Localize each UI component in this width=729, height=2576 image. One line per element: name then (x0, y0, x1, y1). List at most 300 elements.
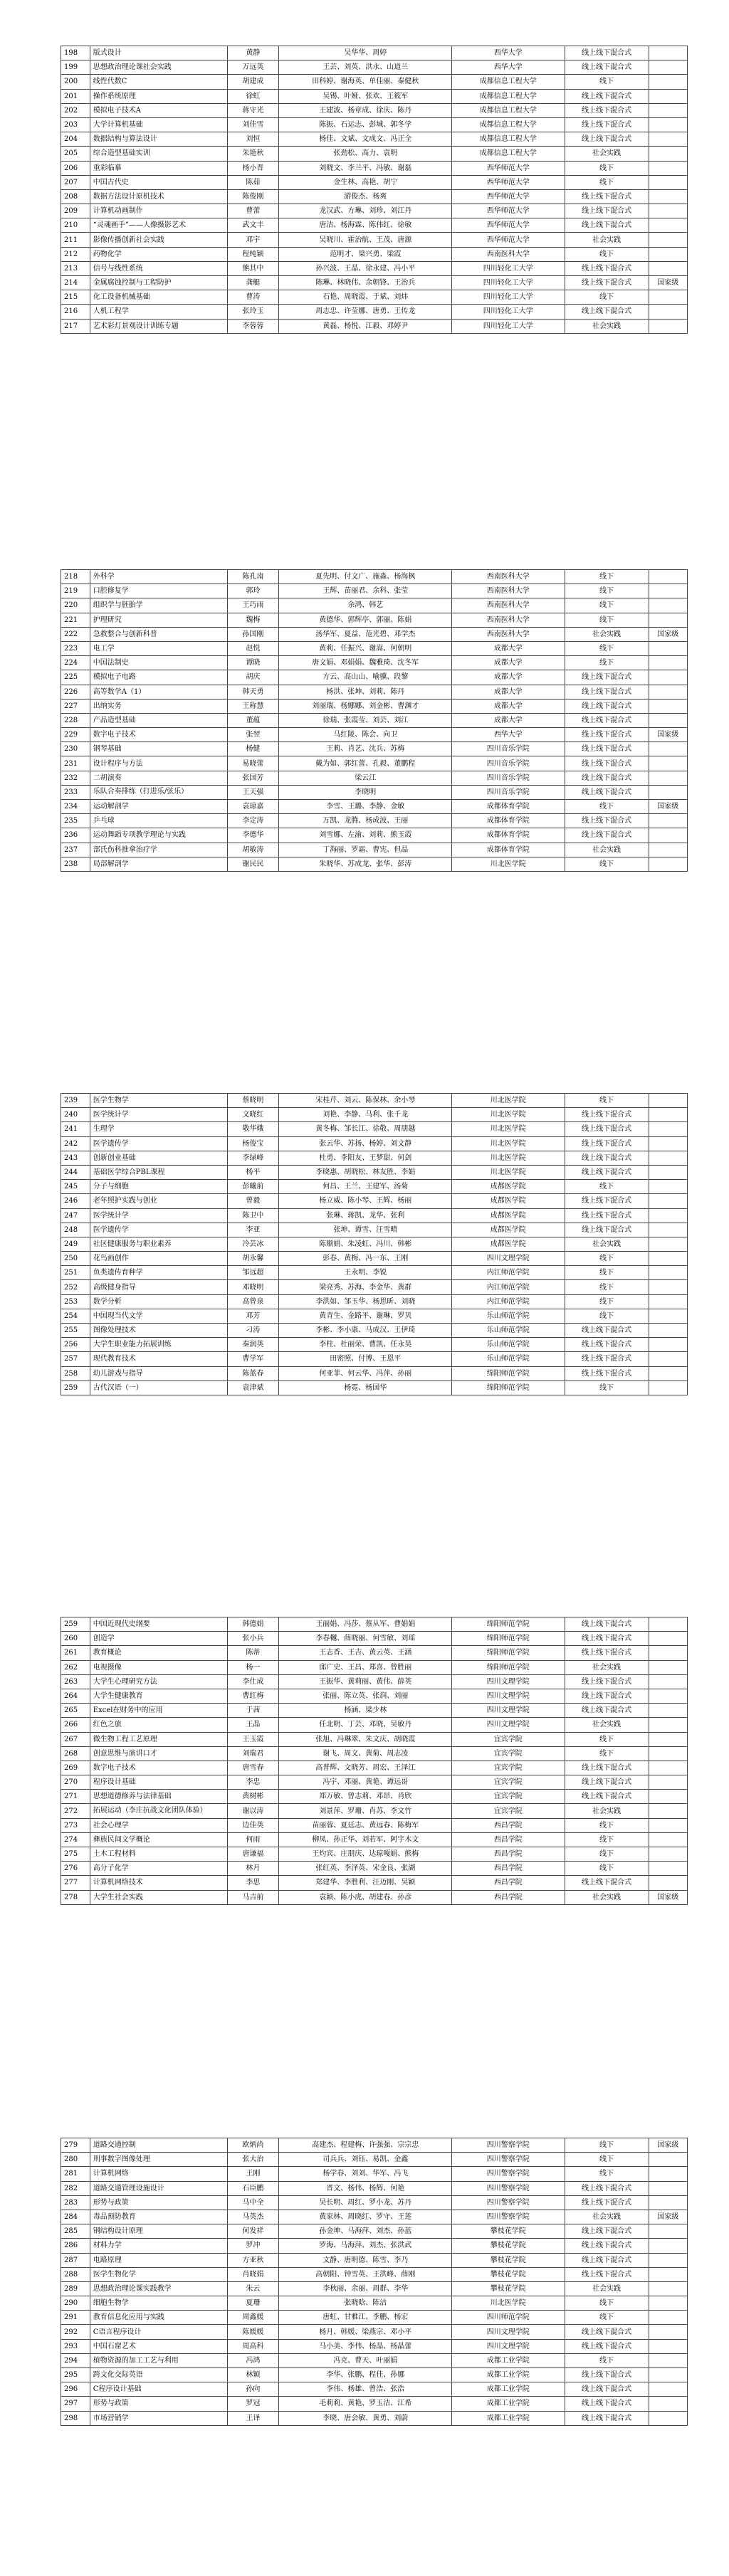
table-row (61, 584, 688, 598)
team-members: 龙汉武、方琳、刘珍、刘江丹 (279, 204, 452, 218)
course-name: 医学遗传学 (90, 1136, 227, 1151)
course-type: 线上线下混合式 (565, 1761, 649, 1775)
school-name: 宜宾学院 (451, 1732, 565, 1746)
row-number: 226 (61, 685, 90, 699)
course-leader: 胡庆 (227, 670, 279, 685)
team-members: 李雪、王璐、李静、金敏 (279, 800, 452, 814)
row-number: 277 (61, 1876, 90, 1890)
team-members: 苗丽蓉、夏廷志、黄远春、陈梅军 (279, 1818, 452, 1832)
table-row (61, 189, 688, 204)
row-number: 246 (61, 1194, 90, 1208)
course-level (649, 204, 687, 218)
course-type: 线上线下混合式 (565, 2339, 649, 2353)
course-type: 线上线下混合式 (565, 2195, 649, 2210)
course-type: 线上线下混合式 (565, 1324, 649, 1338)
course-leader: 陈茹 (227, 175, 279, 189)
table-row (61, 319, 688, 333)
row-number: 218 (61, 570, 90, 584)
team-members: 李华、张鹏、程佳、孙娜 (279, 2368, 452, 2382)
course-leader: 蒋守光 (227, 103, 279, 117)
table-row (61, 1876, 688, 1890)
course-type: 线上线下混合式 (565, 1704, 649, 1718)
course-level (649, 1876, 687, 1890)
team-members: 李晓、唐会敏、黄勇、刘蔚 (279, 2411, 452, 2425)
table-row (61, 1294, 688, 1309)
school-name: 川北医学院 (451, 1136, 565, 1151)
course-type: 社会实践 (565, 627, 649, 641)
course-level: 国家级 (649, 2210, 687, 2224)
course-level (649, 75, 687, 89)
course-type: 线上线下混合式 (565, 1632, 649, 1646)
course-leader: 董蕴 (227, 713, 279, 727)
table-row (61, 800, 688, 814)
row-number: 212 (61, 247, 90, 261)
table-row (61, 2267, 688, 2281)
course-type: 线上线下混合式 (565, 1223, 649, 1237)
school-name: 攀枝花学院 (451, 2239, 565, 2253)
table-row (61, 1761, 688, 1775)
row-number: 240 (61, 1108, 90, 1122)
course-name: 市场营销学 (90, 2411, 227, 2425)
school-name: 宜宾学院 (451, 1790, 565, 1804)
row-number: 219 (61, 584, 90, 598)
course-leader: 何雨 (227, 1832, 279, 1847)
row-number: 286 (61, 2239, 90, 2253)
course-leader: 边佳英 (227, 1818, 279, 1832)
course-type: 社会实践 (565, 1237, 649, 1251)
team-members: 徐瑞、张霞莹、刘芸、刘江 (279, 713, 452, 727)
row-number: 233 (61, 785, 90, 799)
course-type: 线上线下混合式 (565, 261, 649, 275)
course-level (649, 1094, 687, 1108)
course-leader: 曹红梅 (227, 1689, 279, 1703)
course-level (649, 247, 687, 261)
team-members: 石艳、周晓霞、于斌、刘炜 (279, 290, 452, 305)
course-name: 电视摄像 (90, 1660, 227, 1674)
course-type: 线下 (565, 656, 649, 670)
course-name: 拓展运动（李庄抗战文化团队体验） (90, 1804, 227, 1818)
course-name: 计算机网络 (90, 2167, 227, 2181)
school-name: 四川警察学院 (451, 2195, 565, 2210)
course-type: 线上线下混合式 (565, 2397, 649, 2411)
school-name: 绵阳师范学院 (451, 1381, 565, 1395)
course-type: 线上线下混合式 (565, 2253, 649, 2267)
course-leader: 敬华娥 (227, 1122, 279, 1136)
course-level (649, 1746, 687, 1761)
course-level (649, 699, 687, 713)
course-name: 中国现当代文学 (90, 1309, 227, 1323)
course-type: 线上线下混合式 (565, 742, 649, 756)
course-level (649, 2339, 687, 2353)
school-name: 西昌学院 (451, 1847, 565, 1862)
course-leader: 马中全 (227, 2195, 279, 2210)
table-row (61, 1704, 688, 1718)
course-leader: 唐雪春 (227, 1761, 279, 1775)
table-row (61, 89, 688, 103)
table-row (61, 117, 688, 132)
course-name: Excel在财务中的应用 (90, 1704, 227, 1718)
course-name: 形势与政策 (90, 2397, 227, 2411)
table-row (61, 1804, 688, 1818)
course-level (649, 1617, 687, 1632)
course-level (649, 1280, 687, 1294)
school-name: 西南医科大学 (451, 598, 565, 613)
course-type: 线上线下混合式 (565, 60, 649, 75)
team-members: 张丽、陈立英、张润、刘丽 (279, 1689, 452, 1703)
course-type: 线下 (565, 2296, 649, 2311)
school-name: 四川警察学院 (451, 2181, 565, 2195)
course-level (649, 147, 687, 161)
course-leader: 陈俊刚 (227, 189, 279, 204)
row-number: 224 (61, 656, 90, 670)
row-number: 274 (61, 1832, 90, 1847)
team-members: 刘丽瑞、杨娜娜、刘金彬、曹渊才 (279, 699, 452, 713)
course-name: 道路交通控制 (90, 2138, 227, 2153)
course-type: 线上线下混合式 (565, 1136, 649, 1151)
course-type: 线上线下混合式 (565, 699, 649, 713)
team-members: 李晓明 (279, 785, 452, 799)
course-leader: 石臣鹏 (227, 2181, 279, 2195)
course-name: 人机工程学 (90, 305, 227, 319)
team-members: 黄冬梅、邹长江、徐敬、周朋越 (279, 1122, 452, 1136)
team-members: 文静、唐明德、陈雪、李乃 (279, 2253, 452, 2267)
course-name: 教育概论 (90, 1646, 227, 1660)
school-name: 成都大学 (451, 713, 565, 727)
course-level (649, 641, 687, 655)
team-members: 李洪如、邹玉华、杨思昕、刘晓 (279, 1294, 452, 1309)
school-name: 西昌学院 (451, 1876, 565, 1890)
table-row (61, 656, 688, 670)
course-name: 急救整合与创新科普 (90, 627, 227, 641)
course-name: 数字电子技术 (90, 1761, 227, 1775)
table-row (61, 60, 688, 75)
course-level (649, 1151, 687, 1165)
table-row (61, 570, 688, 584)
team-members: 吴华华、周婷 (279, 46, 452, 60)
course-leader: 王晶 (227, 1718, 279, 1732)
course-type: 线上线下混合式 (565, 1108, 649, 1122)
team-members: 杨洪、张坤、刘莉、陈丹 (279, 685, 452, 699)
course-type: 线上线下混合式 (565, 1165, 649, 1179)
course-name: 思想政治理论课社会实践 (90, 60, 227, 75)
course-level (649, 1790, 687, 1804)
school-name: 四川轻化工大学 (451, 276, 565, 290)
team-members: 袁颖、陈小虎、胡建春、孙彦 (279, 1890, 452, 1904)
row-number: 260 (61, 1632, 90, 1646)
course-type: 线下 (565, 1832, 649, 1847)
team-members: 高建杰、程建梅、许强强、宗宗忠 (279, 2138, 452, 2153)
row-number: 285 (61, 2224, 90, 2239)
course-type: 线上线下混合式 (565, 2368, 649, 2382)
team-members: 王永明、李锐 (279, 1266, 452, 1280)
course-type: 线上线下混合式 (565, 2325, 649, 2339)
course-type: 线上线下混合式 (565, 670, 649, 685)
row-number: 268 (61, 1746, 90, 1761)
course-leader: 王巧雨 (227, 598, 279, 613)
course-level (649, 2224, 687, 2239)
course-name: 创造学 (90, 1632, 227, 1646)
school-name: 成都信息工程大学 (451, 89, 565, 103)
school-name: 四川文理学院 (451, 1674, 565, 1689)
row-number: 244 (61, 1165, 90, 1179)
course-name: 微生物工程工艺原理 (90, 1732, 227, 1746)
table-row (61, 1094, 688, 1108)
course-leader: 万远英 (227, 60, 279, 75)
course-leader: 刘恒 (227, 132, 279, 147)
course-name: 医学生物化学 (90, 2267, 227, 2281)
course-level (649, 584, 687, 598)
team-members: 丁海丽、罗霜、曹宪、但晶 (279, 843, 452, 857)
course-level: 国家级 (649, 276, 687, 290)
course-name: 细胞生物学 (90, 2296, 227, 2311)
school-name: 成都医学院 (451, 1194, 565, 1208)
course-name: 护理研究 (90, 613, 227, 627)
row-number: 257 (61, 1352, 90, 1366)
course-level (649, 132, 687, 147)
course-type: 线上线下混合式 (565, 756, 649, 771)
course-leader: 陈蓝春 (227, 1366, 279, 1381)
course-table (61, 569, 688, 872)
team-members: 杨学春、刘刘、华军、冯飞 (279, 2167, 452, 2181)
course-type: 线下 (565, 1266, 649, 1280)
row-number: 230 (61, 742, 90, 756)
course-level (649, 117, 687, 132)
row-number: 284 (61, 2210, 90, 2224)
team-members: 余鸿、韩艺 (279, 598, 452, 613)
course-level (649, 685, 687, 699)
course-level (649, 1674, 687, 1689)
team-members: 朱晓华、苏成龙、张华、彭涛 (279, 857, 452, 871)
row-number: 250 (61, 1252, 90, 1266)
course-name: 数学分析 (90, 1294, 227, 1309)
team-members: 张劲松、高力、袁明 (279, 147, 452, 161)
course-name: 中国石窟艺术 (90, 2339, 227, 2353)
course-level (649, 1252, 687, 1266)
course-type: 线上线下混合式 (565, 1122, 649, 1136)
school-name: 成都信息工程大学 (451, 103, 565, 117)
row-number: 283 (61, 2195, 90, 2210)
team-members: 陈顺娟、朱凌虹、冯川、韩彬 (279, 1237, 452, 1251)
school-name: 成都信息工程大学 (451, 117, 565, 132)
course-leader: 杨一 (227, 1660, 279, 1674)
table-row (61, 627, 688, 641)
team-members: 张红英、李泽英、宋金良、张湖 (279, 1862, 452, 1876)
course-leader: 杨俊宝 (227, 1136, 279, 1151)
row-number: 237 (61, 843, 90, 857)
row-number: 296 (61, 2382, 90, 2397)
school-name: 宜宾学院 (451, 1775, 565, 1790)
school-name: 四川警察学院 (451, 2138, 565, 2153)
table-row (61, 1646, 688, 1660)
school-name: 成都医学院 (451, 1223, 565, 1237)
school-name: 川北医学院 (451, 1122, 565, 1136)
school-name: 四川轻化工大学 (451, 261, 565, 275)
course-name: 局部解剖学 (90, 857, 227, 871)
row-number: 292 (61, 2325, 90, 2339)
table-row (61, 1180, 688, 1194)
course-name: 分子与细胞 (90, 1180, 227, 1194)
course-level (649, 1324, 687, 1338)
team-members: 黄莉、任振兴、谢嵩、何朝明 (279, 641, 452, 655)
course-leader: 胡敏涛 (227, 843, 279, 857)
course-leader: 刘瑞君 (227, 1746, 279, 1761)
course-leader: 陈卫中 (227, 1208, 279, 1223)
table-row (61, 2153, 688, 2167)
school-name: 西华师范大学 (451, 161, 565, 175)
course-type: 线下 (565, 290, 649, 305)
table-row (61, 1165, 688, 1179)
course-type: 线下 (565, 2167, 649, 2181)
course-leader: 郭玲 (227, 584, 279, 598)
row-number: 287 (61, 2253, 90, 2267)
course-type: 线上线下混合式 (565, 1194, 649, 1208)
course-type: 线上线下混合式 (565, 305, 649, 319)
row-number: 273 (61, 1818, 90, 1832)
table-row (61, 2311, 688, 2325)
course-type: 线上线下混合式 (565, 1775, 649, 1790)
course-name: 重彩临摹 (90, 161, 227, 175)
row-number: 290 (61, 2296, 90, 2311)
school-name: 西昌学院 (451, 1818, 565, 1832)
course-leader: 马吉前 (227, 1890, 279, 1904)
course-level (649, 1352, 687, 1366)
course-name: 老年照护实践与创业 (90, 1194, 227, 1208)
course-name: 产品造型基础 (90, 713, 227, 727)
course-type: 线上线下混合式 (565, 117, 649, 132)
course-name: 跨文化交际英语 (90, 2368, 227, 2382)
course-level (649, 1660, 687, 1674)
course-level (649, 2267, 687, 2281)
course-name: 艺术彩灯景观设计训练专题 (90, 319, 227, 333)
school-name: 成都大学 (451, 699, 565, 713)
course-leader: 方亚秋 (227, 2253, 279, 2267)
table-block-4 (61, 1617, 687, 1905)
table-row (61, 1617, 688, 1632)
course-type: 线下 (565, 161, 649, 175)
course-type: 线下 (565, 1746, 649, 1761)
table-row (61, 161, 688, 175)
table-row (61, 1660, 688, 1674)
course-level (649, 218, 687, 233)
team-members: 何昌、王兰、王建军、汤菊 (279, 1180, 452, 1194)
course-level (649, 189, 687, 204)
course-leader: 袁琼嘉 (227, 800, 279, 814)
course-leader: 李仕成 (227, 1674, 279, 1689)
school-name: 西华师范大学 (451, 189, 565, 204)
row-number: 270 (61, 1775, 90, 1790)
course-type: 线上线下混合式 (565, 2181, 649, 2195)
school-name: 西南医科大学 (451, 247, 565, 261)
row-number: 247 (61, 1208, 90, 1223)
course-name: 线性代数C (90, 75, 227, 89)
course-name: 创意思维与演讲口才 (90, 1746, 227, 1761)
course-level (649, 785, 687, 799)
course-type: 线上线下混合式 (565, 785, 649, 799)
course-type: 社会实践 (565, 319, 649, 333)
team-members: 冯宇、邓丽、黄艳、谭远哥 (279, 1775, 452, 1790)
course-name: 二胡演奏 (90, 771, 227, 785)
row-number: 279 (61, 2138, 90, 2153)
course-leader: 胡永馨 (227, 1252, 279, 1266)
team-members: 王莉、肖艺、沈兵、苏梅 (279, 742, 452, 756)
school-name: 西华师范大学 (451, 233, 565, 247)
school-name: 成都信息工程大学 (451, 132, 565, 147)
course-level (649, 1732, 687, 1746)
team-members: 杨佳、文斌、文成文、冯正全 (279, 132, 452, 147)
course-level: 国家级 (649, 2138, 687, 2153)
team-members: 张坤、谭雪、汪雪晴 (279, 1223, 452, 1237)
course-level (649, 2281, 687, 2296)
course-leader: 罗冠 (227, 2397, 279, 2411)
course-name: 操作系统原理 (90, 89, 227, 103)
course-leader: 杨平 (227, 1165, 279, 1179)
row-number: 206 (61, 161, 90, 175)
table-row (61, 1790, 688, 1804)
course-level: 国家级 (649, 728, 687, 742)
table-row (61, 2195, 688, 2210)
course-leader: 陈孔南 (227, 570, 279, 584)
team-members: 李柱、杜丽荣、曹凯、任永昊 (279, 1338, 452, 1352)
table-row (61, 1223, 688, 1237)
course-level (649, 713, 687, 727)
course-type: 社会实践 (565, 843, 649, 857)
school-name: 川北医学院 (451, 857, 565, 871)
course-leader: 冯鸿 (227, 2353, 279, 2368)
table-row (61, 2296, 688, 2311)
team-members: 马红陵、陈会、向卫 (279, 728, 452, 742)
course-leader: 张小兵 (227, 1632, 279, 1646)
course-name: 材料力学 (90, 2239, 227, 2253)
course-level (649, 2253, 687, 2267)
course-name: 花鸟画创作 (90, 1252, 227, 1266)
course-level (649, 1381, 687, 1395)
course-name: 社会心理学 (90, 1818, 227, 1832)
course-leader: 邓晓明 (227, 1280, 279, 1294)
team-members: 邱广史、王昌、郑喜、曾胜丽 (279, 1660, 452, 1674)
course-type: 线下 (565, 1094, 649, 1108)
course-name: 药物化学 (90, 247, 227, 261)
course-type: 线下 (565, 175, 649, 189)
school-name: 成都大学 (451, 685, 565, 699)
course-leader: 陈蒂 (227, 1646, 279, 1660)
course-name: 乒乓球 (90, 814, 227, 828)
table-row (61, 1818, 688, 1832)
course-type: 线上线下混合式 (565, 1338, 649, 1352)
school-name: 成都大学 (451, 656, 565, 670)
course-leader: 曹学军 (227, 1352, 279, 1366)
school-name: 绵阳师范学院 (451, 1660, 565, 1674)
school-name: 成都医学院 (451, 1180, 565, 1194)
course-type: 线上线下混合式 (565, 2224, 649, 2239)
school-name: 内江师范学院 (451, 1280, 565, 1294)
row-number: 199 (61, 60, 90, 75)
course-type: 线上线下混合式 (565, 2411, 649, 2425)
course-name: 彝族民间文学概论 (90, 1832, 227, 1847)
school-name: 内江师范学院 (451, 1266, 565, 1280)
course-name: 组织学与胚胎学 (90, 598, 227, 613)
table-row (61, 641, 688, 655)
course-name: 部氏伤科推拿治疗学 (90, 843, 227, 857)
table-row (61, 1194, 688, 1208)
row-number: 241 (61, 1122, 90, 1136)
course-level (649, 1266, 687, 1280)
table-row (61, 1151, 688, 1165)
school-name: 四川师范学院 (451, 2311, 565, 2325)
school-name: 四川音乐学院 (451, 771, 565, 785)
table-row (61, 2339, 688, 2353)
table-row (61, 742, 688, 756)
team-members: 唐洁、杨海霖、陈伟红、徐敏 (279, 218, 452, 233)
